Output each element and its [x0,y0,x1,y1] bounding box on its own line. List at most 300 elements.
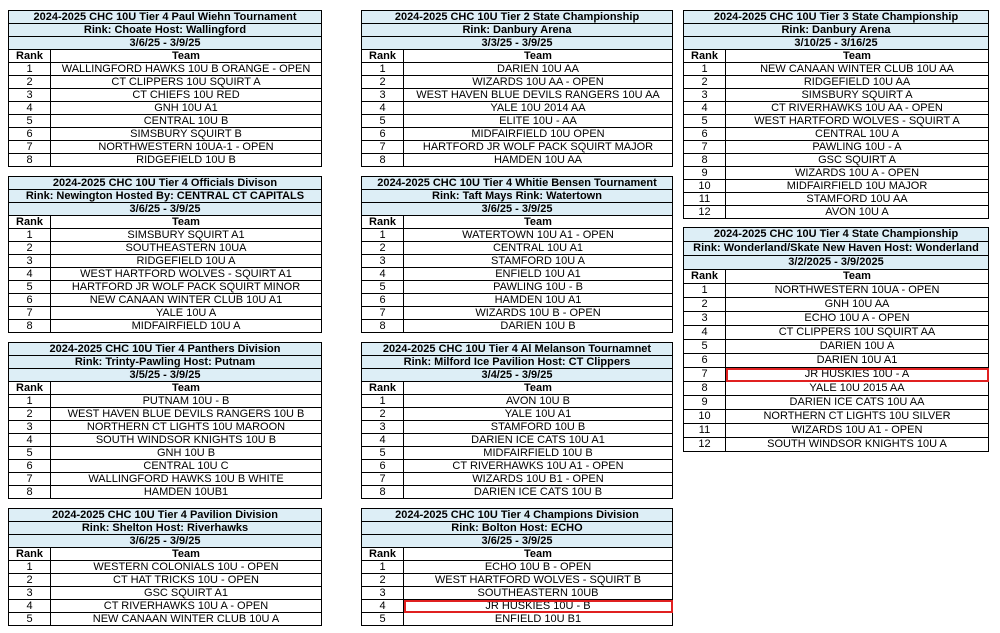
table-row [684,326,989,340]
table-row [684,382,989,396]
table-rink: Rink: Newington Hosted By: CENTRAL CT CAPITALS [9,190,322,203]
team-cell: WATERTOWN 10U A1 - OPEN [404,229,673,242]
table-row [684,340,989,354]
team-cell: CENTRAL 10U A1 [404,242,673,255]
table-rink: Rink: Choate Host: Wallingford [9,24,322,37]
table-title: 2024-2025 CHC 10U Tier 4 Whitie Bensen Tournament [362,177,673,190]
team-cell: GSC SQUIRT A [726,154,989,167]
rank-cell: 6 [362,294,404,307]
table-row [362,574,673,587]
team-cell: NORTHERN CT LIGHTS 10U MAROON [51,421,322,434]
team-cell: PAWLING 10U - B [404,281,673,294]
rank-cell: 2 [9,76,51,89]
rank-cell: 4 [362,434,404,447]
table-row [9,320,322,333]
table-row [362,294,673,307]
team-cell: PUTNAM 10U - B [51,395,322,408]
rank-cell: 11 [684,193,726,206]
team-cell: SIMSBURY SQUIRT B [51,128,322,141]
table-row [9,434,322,447]
table-dates: 3/6/25 - 3/9/25 [362,203,673,216]
rank-cell: 8 [684,154,726,167]
rank-cell: 10 [684,410,726,424]
rank-cell: 7 [9,141,51,154]
rank-cell: 7 [362,141,404,154]
team-cell: ENFIELD 10U A1 [404,268,673,281]
team-cell: CT RIVERHAWKS 10U A - OPEN [51,600,322,613]
table-row [9,229,322,242]
table-title: 2024-2025 CHC 10U Tier 4 Officials Divison [9,177,322,190]
table-row [9,307,322,320]
team-cell: GSC SQUIRT A1 [51,587,322,600]
rank-column-header: Rank [362,548,404,561]
team-cell: WIZARDS 10U A1 - OPEN [726,424,989,438]
table-row [684,354,989,368]
rank-cell: 3 [9,421,51,434]
table-row [9,115,322,128]
team-cell: YALE 10U A [51,307,322,320]
table-row [9,255,322,268]
rank-cell: 3 [9,255,51,268]
table-row [9,141,322,154]
rank-cell: 10 [684,180,726,193]
team-cell: NORTHERN CT LIGHTS 10U SILVER [726,410,989,424]
rank-cell: 4 [362,102,404,115]
table-row [9,600,322,613]
team-cell: HAMDEN 10U AA [404,154,673,167]
team-cell: NORTHWESTERN 10UA-1 - OPEN [51,141,322,154]
team-cell: NEW CANAAN WINTER CLUB 10U A1 [51,294,322,307]
rank-cell: 5 [9,115,51,128]
table-row [684,206,989,219]
table-row [684,167,989,180]
team-column-header: Team [404,50,673,63]
table-rink: Rink: Danbury Arena [362,24,673,37]
table-row [362,600,673,613]
team-cell: PAWLING 10U - A [726,141,989,154]
table-row [9,89,322,102]
rank-cell: 2 [684,76,726,89]
team-cell: CENTRAL 10U C [51,460,322,473]
rank-cell: 6 [362,128,404,141]
team-column-header: Team [51,382,322,395]
team-cell: CT CLIPPERS 10U SQUIRT A [51,76,322,89]
rank-cell: 2 [9,574,51,587]
table-row [9,395,322,408]
team-cell: RIDGEFIELD 10U A [51,255,322,268]
highlighted-team-cell: JR HUSKIES 10U - B [404,600,673,613]
table-row [684,63,989,76]
team-cell: WALLINGFORD HAWKS 10U B ORANGE - OPEN [51,63,322,76]
rank-cell: 8 [362,154,404,167]
table-row [684,154,989,167]
rank-cell: 5 [9,613,51,626]
rank-cell: 3 [9,587,51,600]
standings-table-t5 [361,176,673,333]
table-title: 2024-2025 CHC 10U Tier 4 Al Melanson Tournamnet [362,343,673,356]
table-row [684,193,989,206]
table-rink: Rink: Bolton Host: ECHO [362,522,673,535]
table-title: 2024-2025 CHC 10U Tier 4 Champions Division [362,509,673,522]
rank-cell: 8 [684,382,726,396]
table-row [362,486,673,499]
table-row [9,473,322,486]
team-cell: HARTFORD JR WOLF PACK SQUIRT MAJOR [404,141,673,154]
team-cell: GNH 10U A1 [51,102,322,115]
team-cell: DARIEN ICE CATS 10U AA [726,396,989,410]
team-cell: NEW CANAAN WINTER CLUB 10U AA [726,63,989,76]
team-cell: DARIEN ICE CATS 10U A1 [404,434,673,447]
team-cell: DARIEN 10U B [404,320,673,333]
rank-cell: 5 [684,340,726,354]
table-row [684,128,989,141]
rank-column-header: Rank [362,216,404,229]
team-cell: RIDGEFIELD 10U AA [726,76,989,89]
table-row [362,154,673,167]
team-cell: WEST HAVEN BLUE DEVILS RANGERS 10U AA [404,89,673,102]
table-rink: Rink: Shelton Host: Riverhawks [9,522,322,535]
rank-cell: 2 [9,408,51,421]
team-cell: WIZARDS 10U AA - OPEN [404,76,673,89]
team-column-header: Team [51,50,322,63]
table-dates: 3/3/25 - 3/9/25 [362,37,673,50]
table-row [9,63,322,76]
table-row [9,587,322,600]
table-row [362,434,673,447]
table-row [9,128,322,141]
rank-cell: 7 [362,307,404,320]
rank-cell: 3 [362,587,404,600]
team-cell: ELITE 10U - AA [404,115,673,128]
rank-cell: 2 [362,574,404,587]
team-cell: CT RIVERHAWKS 10U A1 - OPEN [404,460,673,473]
team-cell: SOUTH WINDSOR KNIGHTS 10U A [726,438,989,452]
rank-cell: 6 [9,294,51,307]
team-cell: DARIEN 10U A [726,340,989,354]
team-cell: DARIEN 10U A1 [726,354,989,368]
table-rink: Rink: Milford Ice Pavilion Host: CT Clippers [362,356,673,369]
team-cell: NORTHWESTERN 10UA - OPEN [726,284,989,298]
table-row [362,255,673,268]
rank-cell: 1 [362,63,404,76]
team-cell: CENTRAL 10U B [51,115,322,128]
rank-cell: 9 [684,167,726,180]
rank-cell: 3 [9,89,51,102]
table-row [9,447,322,460]
team-cell: SIMSBURY SQUIRT A1 [51,229,322,242]
rank-cell: 3 [684,89,726,102]
rank-cell: 5 [9,447,51,460]
rank-cell: 12 [684,206,726,219]
team-cell: ECHO 10U B - OPEN [404,561,673,574]
table-row [362,128,673,141]
team-column-header: Team [726,270,989,284]
rank-column-header: Rank [362,50,404,63]
table-rink: Rink: Trinty-Pawling Host: Putnam [9,356,322,369]
rank-cell: 11 [684,424,726,438]
team-cell: WALLINGFORD HAWKS 10U B WHITE [51,473,322,486]
team-cell: CT RIVERHAWKS 10U AA - OPEN [726,102,989,115]
table-rink: Rink: Wonderland/Skate New Haven Host: Wonderland [684,242,989,256]
team-cell: MIDFAIRFIELD 10U MAJOR [726,180,989,193]
table-row [9,268,322,281]
team-cell: NEW CANAAN WINTER CLUB 10U A [51,613,322,626]
rank-cell: 8 [362,486,404,499]
table-row [362,63,673,76]
table-row [684,180,989,193]
rank-cell: 6 [362,460,404,473]
rank-cell: 2 [684,298,726,312]
team-cell: WESTERN COLONIALS 10U - OPEN [51,561,322,574]
table-row [362,460,673,473]
rank-cell: 4 [362,600,404,613]
team-column-header: Team [404,382,673,395]
standings-table-t9 [8,508,322,626]
team-cell: DARIEN 10U AA [404,63,673,76]
table-row [684,410,989,424]
rank-cell: 9 [684,396,726,410]
table-row [684,115,989,128]
table-row [9,76,322,89]
rank-cell: 8 [9,154,51,167]
rank-cell: 1 [362,561,404,574]
team-cell: AVON 10U A [726,206,989,219]
rank-cell: 7 [9,307,51,320]
table-dates: 3/2/2025 - 3/9/2025 [684,256,989,270]
table-row [362,408,673,421]
rank-cell: 1 [9,229,51,242]
rank-cell: 4 [9,268,51,281]
rank-cell: 4 [9,434,51,447]
rank-cell: 2 [9,242,51,255]
rank-cell: 7 [9,473,51,486]
rank-cell: 1 [9,63,51,76]
rank-cell: 1 [684,63,726,76]
table-row [9,242,322,255]
table-row [362,307,673,320]
table-row [684,396,989,410]
standings-table-t6 [683,227,989,452]
team-column-header: Team [51,216,322,229]
rank-cell: 4 [9,102,51,115]
rank-cell: 3 [362,255,404,268]
table-row [9,294,322,307]
rank-cell: 5 [362,447,404,460]
rank-column-header: Rank [9,382,51,395]
team-cell: GNH 10U B [51,447,322,460]
team-cell: MIDFAIRFIELD 10U OPEN [404,128,673,141]
rank-cell: 6 [9,128,51,141]
table-row [9,561,322,574]
rank-cell: 1 [684,284,726,298]
table-dates: 3/6/25 - 3/9/25 [9,37,322,50]
team-cell: WEST HARTFORD WOLVES - SQUIRT A [726,115,989,128]
table-title: 2024-2025 CHC 10U Tier 4 Paul Wiehn Tournament [9,11,322,24]
team-cell: WIZARDS 10U B1 - OPEN [404,473,673,486]
rank-column-header: Rank [9,548,51,561]
table-dates: 3/10/25 - 3/16/25 [684,37,989,50]
rank-cell: 4 [684,102,726,115]
standings-table-t2 [361,10,673,167]
table-row [362,473,673,486]
standings-table-t3 [683,10,989,219]
team-cell: ENFIELD 10U B1 [404,613,673,626]
team-cell: STAMFORD 10U B [404,421,673,434]
rank-cell: 7 [362,473,404,486]
rank-cell: 2 [362,408,404,421]
table-row [9,408,322,421]
team-column-header: Team [404,548,673,561]
table-row [9,460,322,473]
rank-cell: 8 [9,486,51,499]
table-row [362,102,673,115]
rank-cell: 5 [362,613,404,626]
table-dates: 3/4/25 - 3/9/25 [362,369,673,382]
team-cell: STAMFORD 10U AA [726,193,989,206]
table-row [684,368,989,382]
team-cell: MIDFAIRFIELD 10U A [51,320,322,333]
team-cell: RIDGEFIELD 10U B [51,154,322,167]
rank-cell: 4 [362,268,404,281]
table-row [684,284,989,298]
rank-cell: 5 [362,281,404,294]
team-cell: HAMDEN 10UB1 [51,486,322,499]
rank-cell: 8 [362,320,404,333]
rank-cell: 3 [684,312,726,326]
team-cell: SOUTHEASTERN 10UB [404,587,673,600]
rank-cell: 1 [362,395,404,408]
table-title: 2024-2025 CHC 10U Tier 4 State Championship [684,228,989,242]
table-row [9,421,322,434]
table-title: 2024-2025 CHC 10U Tier 4 Pavilion Division [9,509,322,522]
table-row [684,76,989,89]
table-row [9,486,322,499]
table-row [684,424,989,438]
table-row [684,438,989,452]
table-row [684,312,989,326]
rank-column-header: Rank [9,50,51,63]
team-cell: WEST HARTFORD WOLVES - SQUIRT B [404,574,673,587]
rank-cell: 1 [362,229,404,242]
rank-cell: 2 [362,242,404,255]
standings-table-t4 [8,176,322,333]
table-row [362,229,673,242]
rank-cell: 5 [9,281,51,294]
team-cell: WIZARDS 10U B - OPEN [404,307,673,320]
table-row [362,561,673,574]
team-cell: HARTFORD JR WOLF PACK SQUIRT MINOR [51,281,322,294]
standings-table-t10 [361,508,673,626]
team-cell: MIDFAIRFIELD 10U B [404,447,673,460]
table-row [362,421,673,434]
rank-column-header: Rank [9,216,51,229]
rank-column-header: Rank [362,382,404,395]
table-row [684,102,989,115]
table-row [362,395,673,408]
table-row [684,298,989,312]
table-row [9,102,322,115]
rank-cell: 8 [9,320,51,333]
team-cell: WEST HARTFORD WOLVES - SQUIRT A1 [51,268,322,281]
team-cell: CT CLIPPERS 10U SQUIRT AA [726,326,989,340]
table-row [362,613,673,626]
table-dates: 3/6/25 - 3/9/25 [9,203,322,216]
rank-cell: 2 [362,76,404,89]
team-cell: DARIEN ICE CATS 10U B [404,486,673,499]
table-row [9,574,322,587]
table-dates: 3/5/25 - 3/9/25 [9,369,322,382]
table-row [362,320,673,333]
standings-table-t8 [361,342,673,499]
table-row [362,89,673,102]
team-column-header: Team [404,216,673,229]
table-row [362,242,673,255]
rank-cell: 5 [362,115,404,128]
team-cell: WEST HAVEN BLUE DEVILS RANGERS 10U B [51,408,322,421]
rank-cell: 6 [684,354,726,368]
table-dates: 3/6/25 - 3/9/25 [362,535,673,548]
rank-cell: 6 [684,128,726,141]
table-title: 2024-2025 CHC 10U Tier 2 State Championship [362,11,673,24]
team-cell: YALE 10U 2014 AA [404,102,673,115]
team-cell: CENTRAL 10U A [726,128,989,141]
rank-cell: 4 [684,326,726,340]
team-cell: CT HAT TRICKS 10U - OPEN [51,574,322,587]
table-row [362,281,673,294]
table-row [9,154,322,167]
rank-cell: 7 [684,368,726,382]
table-row [362,447,673,460]
team-cell: AVON 10U B [404,395,673,408]
team-cell: SIMSBURY SQUIRT A [726,89,989,102]
table-rink: Rink: Danbury Arena [684,24,989,37]
table-row [362,115,673,128]
table-row [9,281,322,294]
team-column-header: Team [726,50,989,63]
team-cell: GNH 10U AA [726,298,989,312]
table-row [362,268,673,281]
table-row [9,613,322,626]
team-cell: YALE 10U 2015 AA [726,382,989,396]
table-title: 2024-2025 CHC 10U Tier 4 Panthers Division [9,343,322,356]
table-rink: Rink: Taft Mays Rink: Watertown [362,190,673,203]
standings-table-t1 [8,10,322,167]
table-row [684,89,989,102]
rank-cell: 5 [684,115,726,128]
highlighted-team-cell: JR HUSKIES 10U - A [726,368,989,382]
team-cell: CT CHIEFS 10U RED [51,89,322,102]
standings-table-t7 [8,342,322,499]
rank-cell: 1 [9,395,51,408]
table-row [362,587,673,600]
team-cell: YALE 10U A1 [404,408,673,421]
rank-cell: 7 [684,141,726,154]
rank-cell: 3 [362,89,404,102]
rank-cell: 6 [9,460,51,473]
rank-column-header: Rank [684,50,726,63]
table-row [362,141,673,154]
rank-cell: 12 [684,438,726,452]
team-cell: HAMDEN 10U A1 [404,294,673,307]
table-dates: 3/6/25 - 3/9/25 [9,535,322,548]
team-cell: ECHO 10U A - OPEN [726,312,989,326]
team-column-header: Team [51,548,322,561]
team-cell: STAMFORD 10U A [404,255,673,268]
table-row [684,141,989,154]
team-cell: WIZARDS 10U A - OPEN [726,167,989,180]
team-cell: SOUTH WINDSOR KNIGHTS 10U B [51,434,322,447]
rank-column-header: Rank [684,270,726,284]
